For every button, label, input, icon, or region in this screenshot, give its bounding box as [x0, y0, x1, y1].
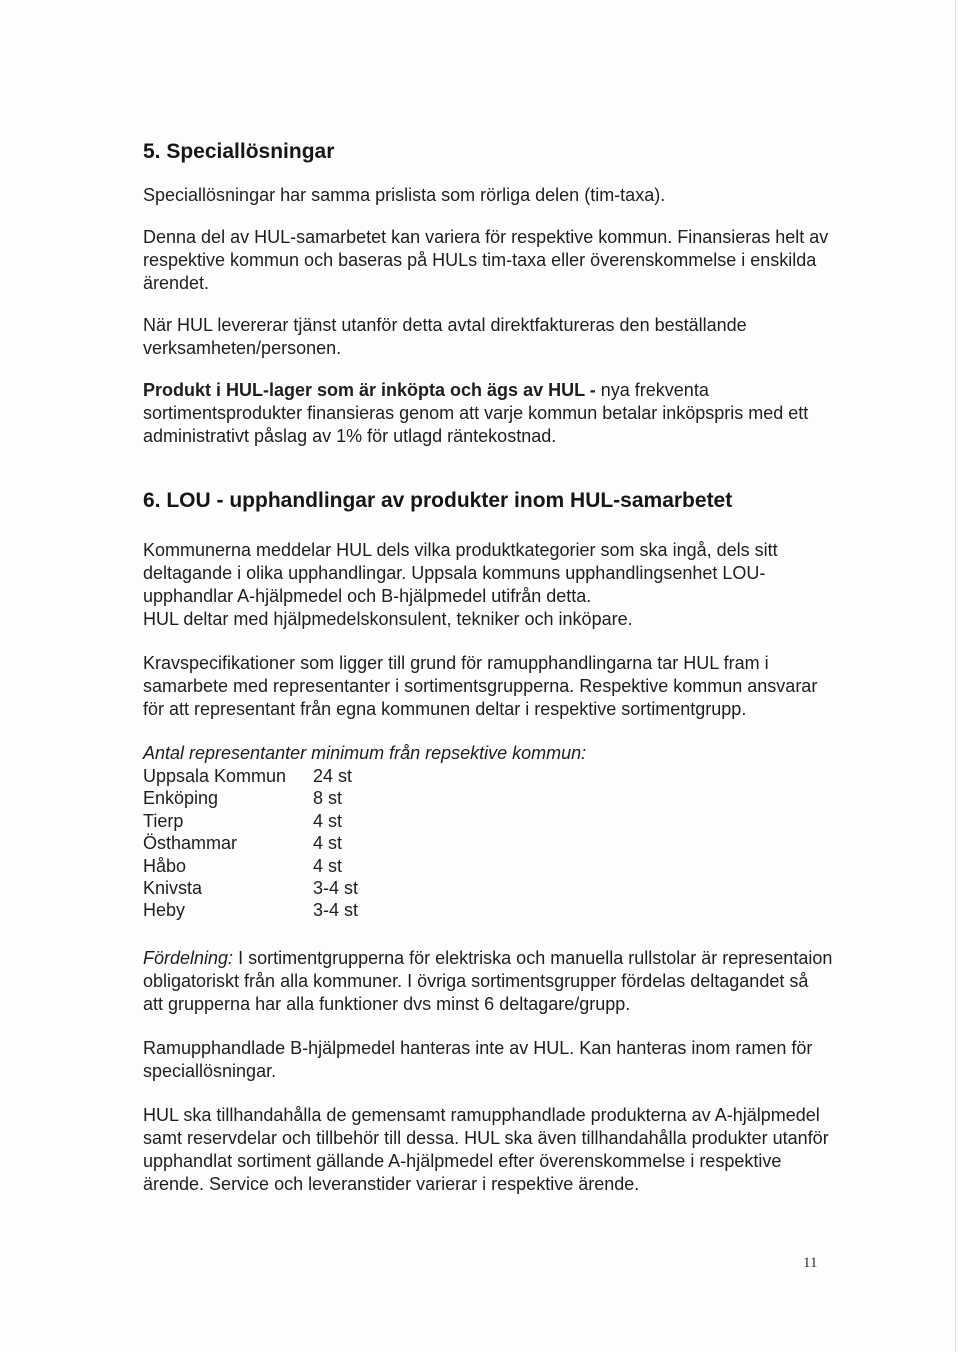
section-5-paragraph-4 [143, 379, 833, 448]
kommun-name: Enköping [143, 788, 219, 809]
kommun-count: 3-4 st [313, 900, 359, 921]
table-row [143, 787, 358, 809]
page-content [143, 139, 833, 1215]
table-row [143, 877, 358, 899]
section-6-paragraph-1: Kommunerna meddelar HUL dels vilka produktkategorier som ska ingå, dels sitt deltagande i olika upphandlingar. Uppsala kommuns upphandlingsenhet LOU-upphandlar A-hjälpmedel och B-hjälpmedel utifrån detta. [143, 540, 778, 606]
fordelning-label: Fördelning: [143, 947, 234, 968]
kommun-name: Knivsta [143, 878, 203, 899]
table-row [143, 899, 358, 921]
hul-lager-label: Produkt i HUL-lager som är inköpta och ägs av HUL - [143, 380, 596, 400]
section-6-heading: 6. LOU - upphandlingar av produkter inom HUL-samarbetet [143, 489, 733, 512]
kommun-count: 24 st [313, 766, 353, 786]
section-5-paragraph-1: Speciallösningar har samma prislista som rörliga delen (tim-taxa). [143, 185, 666, 205]
kommun-count: 4 st [313, 833, 343, 854]
section-6-paragraph-2: Kravspecifikationer som ligger till grund för ramupphandlingarna tar HUL fram i samarbete med representanter i sortimentsgrupperna. Respektive kommun ansvarar för att representant från egna kommunen deltar i respektive sortimentgrupp. [143, 653, 818, 719]
representatives-heading: Antal representanter minimum från repsektive kommun: [143, 743, 587, 763]
kommun-name: Heby [143, 900, 186, 921]
section-5-paragraph-3: När HUL levererar tjänst utanför detta avtal direktfaktureras den beställande verksamheten/personen. [143, 315, 747, 358]
section-5-paragraph-2: Denna del av HUL-samarbetet kan variera för respektive kommun. Finansieras helt av respektive kommun och baseras på HULs tim-taxa eller överenskommelse i enskilda ärendet. [143, 227, 829, 293]
table-row [143, 832, 358, 854]
table-row [143, 855, 358, 877]
hul-lager-text: nya frekventa sortimentsprodukter finansieras genom att varje kommun betalar inköpspris med ett administrativt påslag av 1% för utlagd räntekostnad. [143, 380, 809, 446]
fordelning-text: I sortimentgrupperna för elektriska och manuella rullstolar är representaion obligatoriskt från alla kommuner. I övriga sortimentsgrupper fördelas deltagandet så att grupperna har alla funktioner dvs minst 6 deltagare/grupp. [143, 947, 833, 1014]
kommun-count: 4 st [313, 855, 343, 876]
table-row [143, 765, 358, 787]
representatives-table [143, 765, 358, 922]
scan-edge-line [955, 0, 956, 1352]
section-6-paragraph-1b: HUL deltar med hjälpmedelskonsulent, tekniker och inköpare. [143, 609, 633, 629]
fordelning-paragraph [143, 947, 833, 1016]
kommun-name: Uppsala Kommun [143, 766, 287, 786]
section-5-heading: 5. Speciallösningar [143, 140, 335, 163]
kommun-count: 3-4 st [313, 878, 359, 899]
kommun-name: Håbo [143, 855, 187, 876]
kommun-name: Östhammar [143, 833, 238, 854]
kommun-count: 8 st [313, 788, 343, 809]
page-number: 11 [803, 1255, 818, 1271]
kommun-count: 4 st [313, 810, 343, 831]
section-6-paragraph-3: Ramupphandlade B-hjälpmedel hanteras inte av HUL. Kan hanteras inom ramen för speciallösningar. [143, 1037, 813, 1081]
table-row [143, 810, 358, 832]
kommun-name: Tierp [143, 810, 184, 831]
section-6-paragraph-4: HUL ska tillhandahålla de gemensamt ramupphandlade produkterna av A-hjälpmedel samt reservdelar och tillbehör till dessa. HUL ska även tillhandahålla produkter utanför upphandlat sortiment gällande A-hjälpmedel efter överenskommelse i respektive ärende. Service och leveranstider varierar i respektive ärende. [143, 1104, 829, 1194]
